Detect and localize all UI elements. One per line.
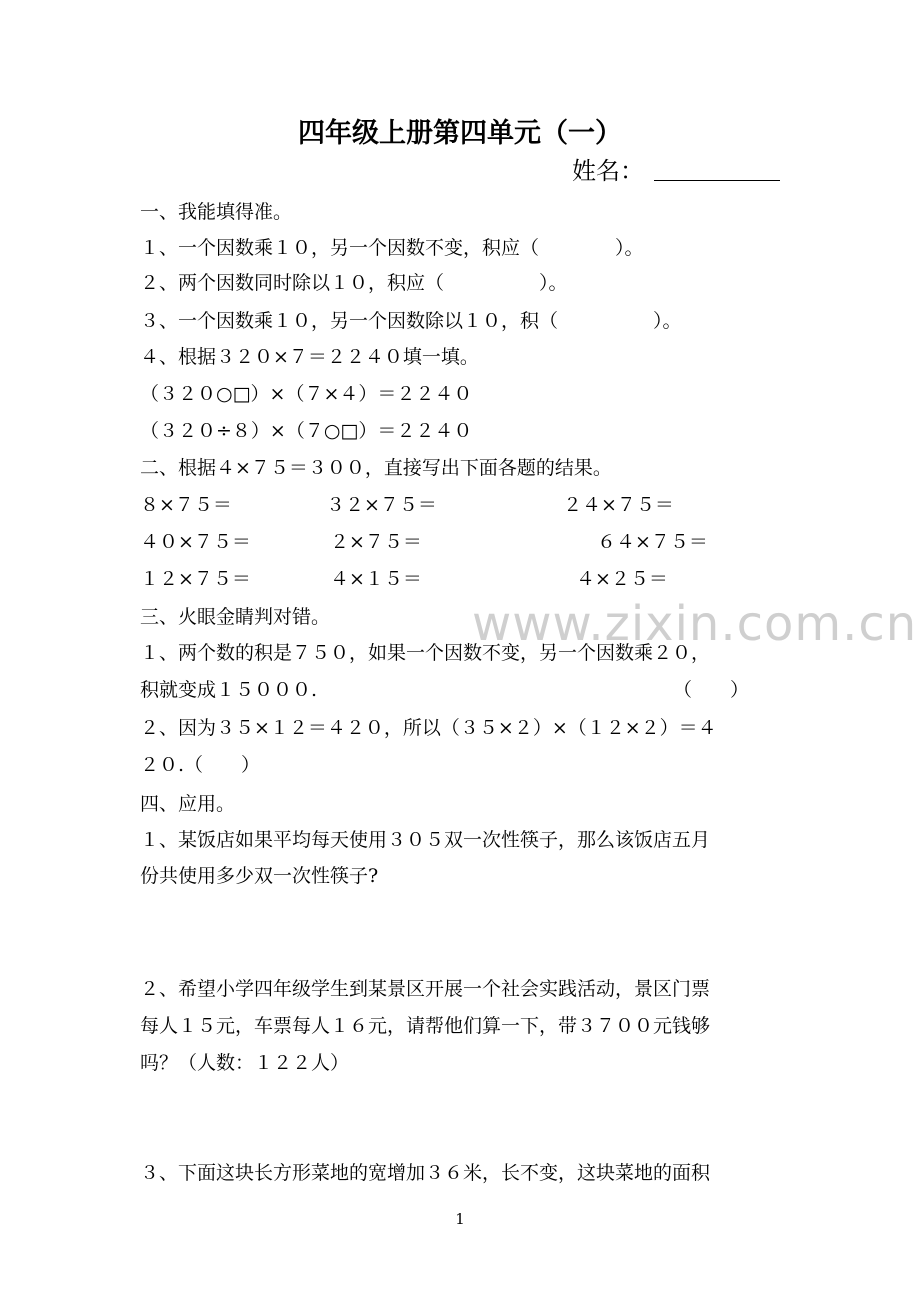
calc-item: ４×１５＝ — [330, 568, 422, 590]
application-question-2-line-3: 吗？（人数：１２２人） — [140, 1052, 350, 1074]
name-label: 姓名： — [572, 157, 644, 185]
section-3-heading: 三、火眼金睛判对错。 — [140, 606, 331, 628]
calc-item: ４０×７５＝ — [140, 531, 251, 553]
page-number: 1 — [455, 1210, 465, 1228]
calc-item: ４×２５＝ — [576, 568, 668, 590]
name-blank-line — [654, 180, 780, 181]
application-question-1-line-2: 份共使用多少双一次性筷子? — [140, 865, 379, 887]
section-1-heading: 一、我能填得准。 — [140, 201, 293, 223]
calc-item: ３２×７５＝ — [326, 494, 437, 516]
section-4-heading: 四、应用。 — [140, 793, 236, 815]
page-title: 四年级上册第四单元（一） — [298, 118, 622, 149]
watermark: www.zixin.com.cn — [472, 596, 918, 652]
judge-answer-parentheses: （ ） — [673, 679, 750, 701]
section-2-heading: 二、根据４×７５＝３００，直接写出下面各题的结果。 — [140, 457, 612, 479]
judge-question-1-line-1: １、两个数的积是７５０，如果一个因数不变，另一个因数乘２０， — [140, 642, 711, 664]
judge-question-1-line-2: 积就变成１５０００. — [140, 679, 318, 701]
fill-question-4b: （３２０÷８）×（７○□）＝２２４０ — [140, 420, 473, 442]
application-question-2-line-1: ２、希望小学四年级学生到某景区开展一个社会实践活动，景区门票 — [140, 978, 711, 1000]
calc-item: １２×７５＝ — [140, 568, 251, 590]
fill-question-1: １、一个因数乘１０，另一个因数不变，积应（ ）。 — [140, 237, 644, 259]
judge-question-2-line-2: ２０.（ ） — [140, 754, 261, 776]
fill-question-3: ３、一个因数乘１０，另一个因数除以１０，积（ ）。 — [140, 310, 682, 332]
application-question-2-line-2: 每人１５元，车票每人１６元，请帮他们算一下，带３７００元钱够 — [140, 1015, 711, 1037]
fill-question-2: ２、两个因数同时除以１０，积应（ ）。 — [140, 272, 568, 294]
calc-item: ６４×７５＝ — [597, 531, 708, 553]
calc-item: ８×７５＝ — [140, 494, 232, 516]
calc-item: ２４×７５＝ — [563, 494, 674, 516]
fill-question-4: ４、根据３２０×７＝２２４０填一填。 — [140, 346, 479, 368]
judge-question-2-line-1: ２、因为３５×１２＝４２０，所以（３５×２）×（１２×２）＝４ — [140, 717, 717, 739]
fill-question-4a: （３２０○□）×（７×４）＝２２４０ — [140, 383, 473, 405]
application-question-1-line-1: １、某饭店如果平均每天使用３０５双一次性筷子，那么该饭店五月 — [140, 829, 711, 851]
application-question-3-line-1: ３、下面这块长方形菜地的宽增加３６米，长不变，这块菜地的面积 — [140, 1162, 711, 1184]
calc-item: ２×７５＝ — [330, 531, 422, 553]
